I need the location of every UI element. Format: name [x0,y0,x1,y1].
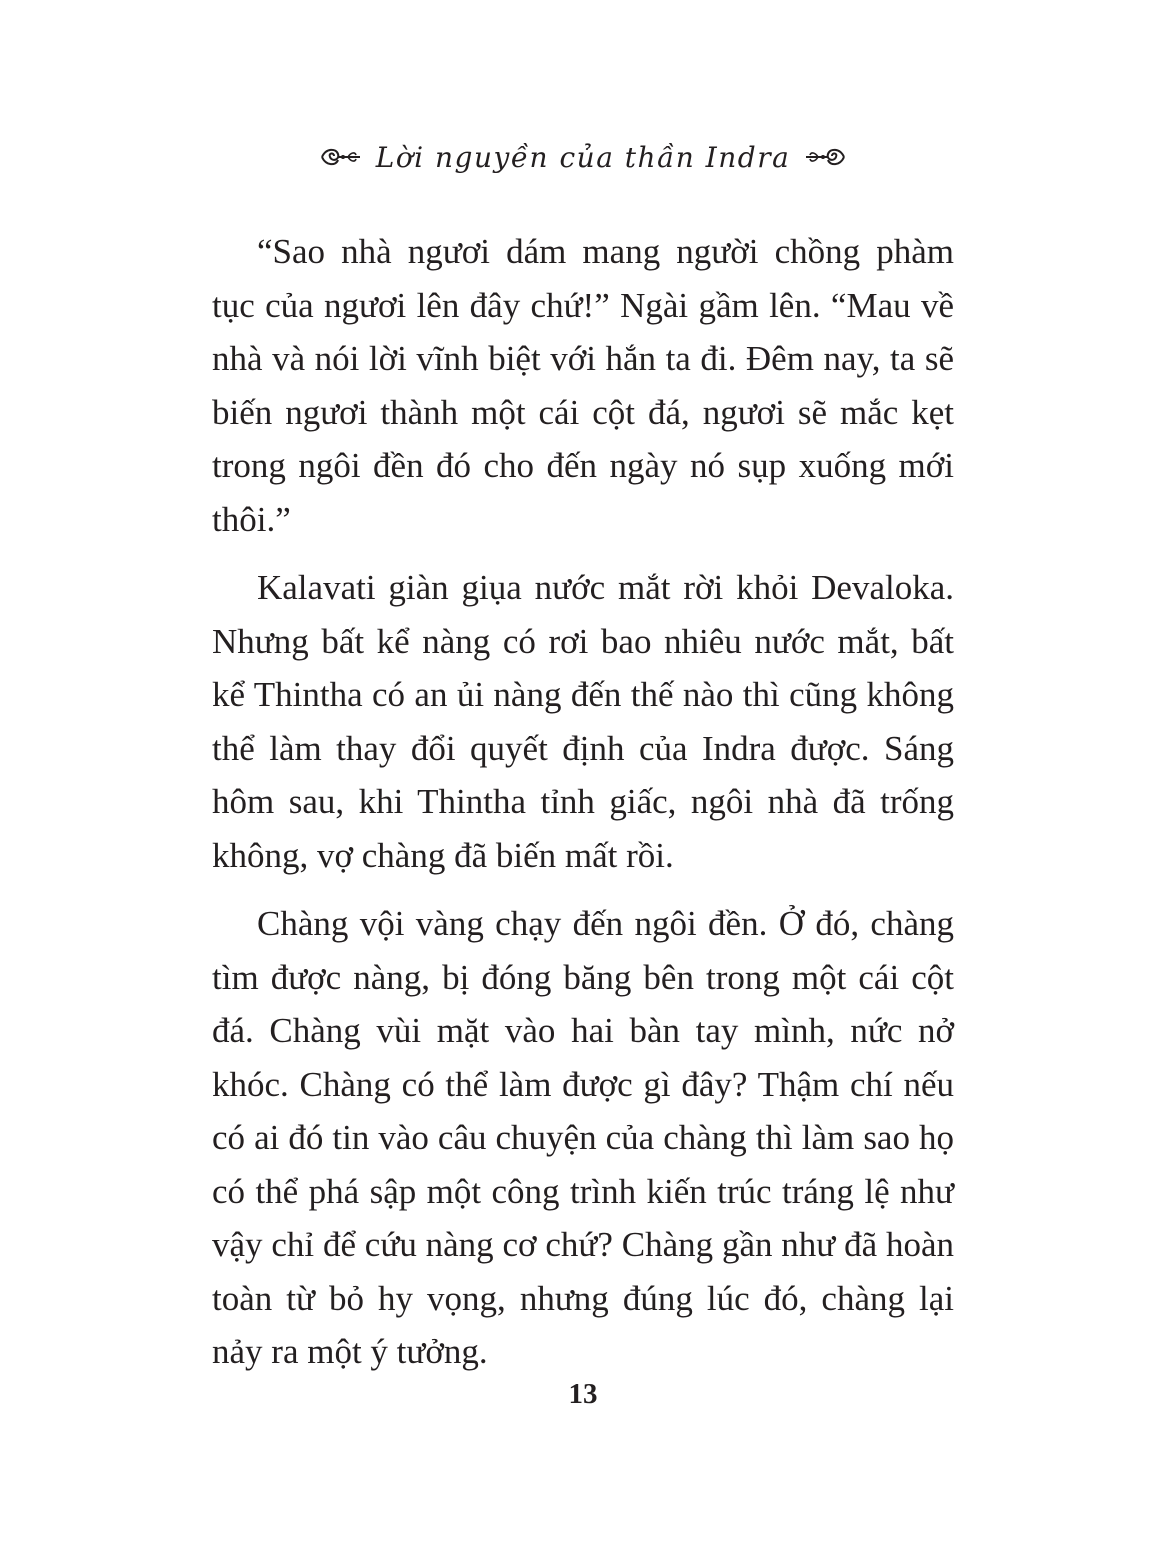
flourish-right-icon [804,142,848,172]
running-head-title: Lời nguyền của thần Indra [375,140,791,174]
paragraph: “Sao nhà ngươi dám mang người chồng phàm tục của ngươi lên đây chứ!” Ngài gầm lên. “Mau về nhà và nói lời vĩnh biệt với hắn ta đi. Đêm nay, ta sẽ biến ngươi thành một cái cột đá, ngươi sẽ mắc kẹt trong ngôi đền đó cho đến ngày nó sụp xuống mới thôi.” [212,232,954,539]
flourish-left-icon [318,142,362,172]
paragraph: Chàng vội vàng chạy đến ngôi đền. Ở đó, chàng tìm được nàng, bị đóng băng bên trong một cái cột đá. Chàng vùi mặt vào hai bàn tay mình, nức nở khóc. Chàng có thể làm được gì đây? Thậm chí nếu có ai đó tin vào câu chuyện của chàng thì làm sao họ có thể phá sập một công trình kiến trúc tráng lệ như vậy chỉ để cứu nàng cơ chứ? Chàng gần như đã hoàn toàn từ bỏ hy vọng, nhưng đúng lúc đó, chàng lại nảy ra một ý tưởng. [212,904,954,1371]
running-header [0,132,1166,182]
body-text [212,225,954,1394]
page-number: 13 [568,1378,598,1410]
paragraph: Kalavati giàn giụa nước mắt rời khỏi Devaloka. Nhưng bất kể nàng có rơi bao nhiêu nước mắt, bất kể Thintha có an ủi nàng đến thế nào thì cũng không thể làm thay đổi quyết định của Indra được. Sáng hôm sau, khi Thintha tỉnh giấc, ngôi nhà đã trống không, vợ chàng đã biến mất rồi. [212,568,954,875]
